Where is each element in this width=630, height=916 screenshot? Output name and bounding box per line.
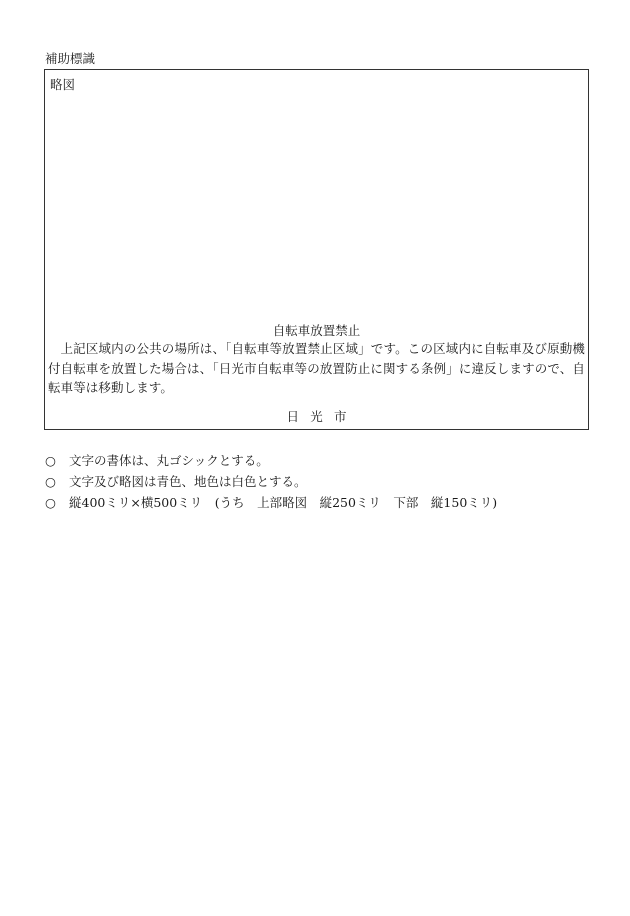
note-text: 文字の書体は、丸ゴシックとする。: [69, 453, 269, 468]
circle-bullet-icon: ○: [45, 453, 56, 468]
note-item: [45, 492, 497, 513]
map-area-label: 略図: [50, 77, 76, 92]
specification-notes: [45, 450, 497, 513]
sign-body-text: 上記区域内の公共の場所は、「自転車等放置禁止区域」です。この区域内に自転車及び原動機付自転車を放置した場合は、「日光市自転車等の放置防止に関する条例」に違反しますので、自転車等は移動します。: [48, 341, 585, 395]
note-item: [45, 450, 497, 471]
note-text: 文字及び略図は青色、地色は白色とする。: [69, 474, 307, 489]
sign-issuer: 日光市: [286, 409, 358, 424]
section-heading: 補助標識: [45, 51, 96, 66]
note-text: 縦400ミリ×横500ミリ (うち 上部略図 縦250ミリ 下部 縦150ミリ): [69, 495, 498, 510]
sign-diagram-box: [44, 69, 589, 430]
note-item: [45, 471, 497, 492]
sign-title: 自転車放置禁止: [272, 323, 361, 338]
circle-bullet-icon: ○: [45, 474, 56, 489]
circle-bullet-icon: ○: [45, 495, 56, 510]
